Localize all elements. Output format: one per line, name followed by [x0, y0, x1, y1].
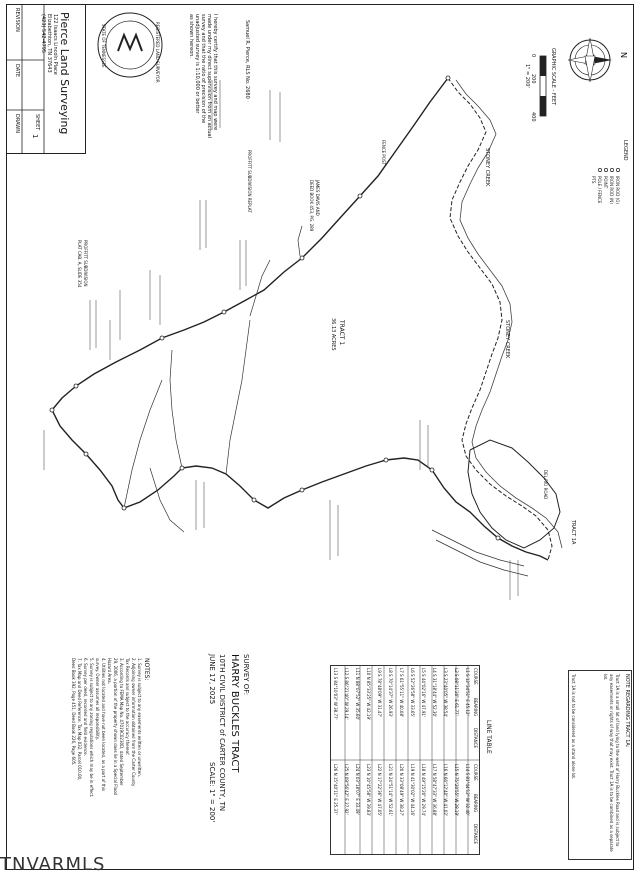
line-table-header: COURSE: [473, 668, 478, 685]
scale-tick-200: 200: [530, 74, 536, 84]
firm-name: Pierce Land Surveying: [58, 12, 71, 135]
fence-post-label: FENCE POST: [381, 140, 386, 165]
survey-date: JUNE 17, 2025: [208, 654, 216, 705]
line-table-row: L19 N 41°30'02" W 44.16': [410, 764, 415, 817]
note-item: 29, 2006, a portion of the property shown does lie in a Special Flood: [113, 658, 118, 796]
line-table-header: DISTANCE: [473, 824, 478, 844]
north-arrow-icon: [568, 38, 612, 82]
watermark: TNVARMLS: [0, 854, 106, 875]
line-table-row: L5 S 44°02'16" W 47.91': [421, 668, 426, 718]
line-table-row: L16 N 66°12'40" W 41.02': [443, 764, 448, 817]
line-table-header: DISTANCE: [473, 728, 478, 748]
graphic-scale-bar: [540, 56, 546, 116]
line-table-row: L20 N 33°08'49" W 38.27': [399, 764, 404, 817]
line-table-header: BEARING: [473, 698, 478, 717]
scale-ratio: 1" = 200': [524, 64, 530, 88]
note-item: 5. Survey is subject to any zoning regulations which may be in effect.: [89, 658, 94, 798]
note-item: Hazard Area.: [107, 658, 112, 684]
certification-line-3: survey and that the ratio of precision of the: [200, 14, 206, 124]
line-table-header: BEARING: [473, 794, 478, 813]
survey-of-label: SURVEY OF:: [242, 654, 250, 696]
firm-phone: (423) 542-4795: [40, 14, 46, 54]
adjoiner-label: DEED BOOK 453, PG. 289: [309, 180, 314, 232]
tract-label: TRACT 1: [338, 320, 345, 346]
line-table-row: L22 N 17°22'36" W 47.05': [377, 764, 382, 817]
line-table-row: L12 S 86°21'40" W 29.14': [344, 668, 349, 720]
scale-title: GRAPHIC SCALE - FEET: [550, 48, 556, 106]
scale-tick-400: 400: [530, 112, 536, 122]
adjoiner-label-marks: [44, 80, 518, 600]
line-table-row: L13 S 84°10'03" W 38.77': [333, 668, 338, 720]
survey-scale: SCALE: 1" = 200': [208, 762, 216, 823]
line-table-row: L21 N 24°51'14" W 52.61': [388, 764, 393, 817]
line-table-row: L4 S 31°18'44" W 52.30': [432, 668, 437, 718]
line-table-header: COURSE: [473, 764, 478, 781]
creek-label: STONEY CREEK: [484, 148, 490, 187]
tract-area: 36.13 ACRES: [330, 318, 336, 351]
certification-line-1: I hereby certify that this survey and map were: [212, 14, 218, 131]
tract-note-title: NOTE REGARDING TRACT 1A:: [624, 674, 630, 748]
line-table-row: L14 S 81°44'12" W 32.40': [465, 764, 470, 816]
line-table-title: LINE TABLE: [485, 720, 492, 754]
line-table-row: L11 N 88°07'52" W 35.60': [355, 668, 360, 721]
creek-label: STONEY CREEK: [504, 320, 510, 359]
surveyor-seal: [98, 13, 162, 77]
firm-city: Elizabethton, TN 37643: [46, 14, 52, 73]
tract-1a-note-box: [568, 670, 632, 860]
legend-item: IRON ROD (N): [609, 176, 614, 204]
tract-note-text: Tract 1A is a small lot of land lying to the west of Harry Buckles Road and is subject to any easements or rights of way that may exist. Tract 1A is to be combined as a separate lot.: [603, 674, 620, 852]
line-table-row: L17 N 58°47'33" W 36.88': [432, 764, 437, 817]
corner-markers: [50, 76, 500, 540]
firm-address: 122 Isaacs Lincoln Place: [52, 14, 58, 75]
legend-title: LEGEND: [622, 140, 628, 161]
adjoiner-label: PROFFITT SUBDIVISION REPLAT: [247, 150, 252, 213]
line-table-row: L3 S 23°40'05" W 38.54': [443, 668, 448, 718]
line-table-row: L24 N 03°18'07" E 33.49': [355, 764, 360, 815]
line-table-row: L23 N 10°45'58" W 39.83': [366, 764, 371, 817]
note-item: 1. Survey is subject to any easements written or unwritten.: [137, 658, 142, 777]
line-table-row: L7 S 61°55'11" W 40.08': [399, 668, 404, 718]
line-table-row: L18 N 49°15'20" W 29.74': [421, 764, 426, 817]
survey-title: HARRY BUCKLES TRACT: [229, 654, 240, 773]
line-table-row: L1 S 12°34'51" E 45.12': [465, 668, 470, 716]
legend-item: POLE / FENCE: [597, 176, 602, 204]
line-table-row: L25 N 09°56'42" E 27.92': [344, 764, 349, 815]
revision-label: REVISION: [14, 8, 20, 32]
note-item: 7. Tax Map and Deed Reference: Tax Map 032, Parcel 010.00,: [77, 658, 82, 781]
survey-district: 10TH CIVIL DISTRICT of CARTER COUNTY, TN: [218, 654, 226, 812]
certification-line-4: unadjusted survey is 1:10,000 or better: [194, 14, 200, 114]
north-label: N: [619, 52, 628, 58]
note-item: 2. Adjoining owner information obtained from the Carter County: [131, 658, 136, 787]
adjoiner-label: PROFFITT SUBDIVISION: [83, 240, 88, 287]
line-table-row: L26 N 15°40'11" E 25.37': [333, 764, 338, 815]
legend-symbols: [598, 168, 619, 171]
adjoiner-label: PLAT CAB. A, SLIDE 354: [77, 240, 82, 288]
seal-center-text: STATE OF TENNESSEE: [101, 24, 106, 68]
note-item: survey. Owner assumes all responsibility.: [95, 658, 100, 740]
date-label: DATE: [14, 64, 20, 78]
road-label: DEL-RIO ROAD: [543, 470, 548, 500]
line-table-row: L2 S 08°11'20" E 61.77': [454, 668, 459, 716]
certification-line-5: as shown hereon.: [188, 14, 194, 59]
sheet-label: SHEET: [34, 114, 40, 131]
seal-ring-text: REGISTERED LAND SURVEYOR: [155, 22, 160, 83]
scale-tick-0: 0: [530, 54, 536, 58]
notes-title: NOTES:: [143, 658, 150, 681]
tract-boundary-line: [52, 78, 548, 560]
note-item: Tax Records and subject to the accuracy thereof.: [125, 658, 130, 756]
note-item: 4. Utilities not located and have not been located, as a part of this: [101, 658, 106, 792]
creek-line: [448, 78, 552, 560]
note-item: Deed Book 392, Page 451, Deed Book 226, Page 605.: [71, 658, 76, 766]
legend-item: IRON ROD (O): [615, 176, 620, 204]
line-table-row: L9 S 78°48'09" W 31.47': [377, 668, 382, 718]
line-table-row: L15 N 75°20'55" W 28.19': [454, 764, 459, 817]
note-item: 6. Survey per deed, recorded and field evidence.: [83, 658, 88, 756]
legend-item: PTS: [591, 176, 596, 184]
drawn-label: DRAWN: [14, 114, 20, 133]
survey-title-block: [178, 650, 258, 860]
note-item: 3. According to FEMA Map No. 47019C0230D, dated September: [119, 658, 124, 786]
legend-item: POINT: [603, 176, 608, 189]
line-table-row: L8 S 70°14'37" W 26.93': [388, 668, 393, 718]
sheet-number: 1: [31, 134, 39, 139]
tract-note-footer: Tract 1A is not to be considered as a stand alone lot.: [571, 674, 576, 780]
tract-1a-label: TRACT 1A: [570, 520, 576, 545]
certification-line-2: made under my direct supervision from an actual: [206, 14, 212, 138]
adjoiner-label: JAMES DAVIS AND: [315, 180, 320, 216]
surveyor-signature: Samuel R. Pierce, RLS No. 2680: [244, 20, 250, 99]
line-table-row: L6 S 52°26'58" W 33.65': [410, 668, 415, 718]
line-table-row: L10 N 85°33'25" W 42.19': [366, 668, 371, 721]
